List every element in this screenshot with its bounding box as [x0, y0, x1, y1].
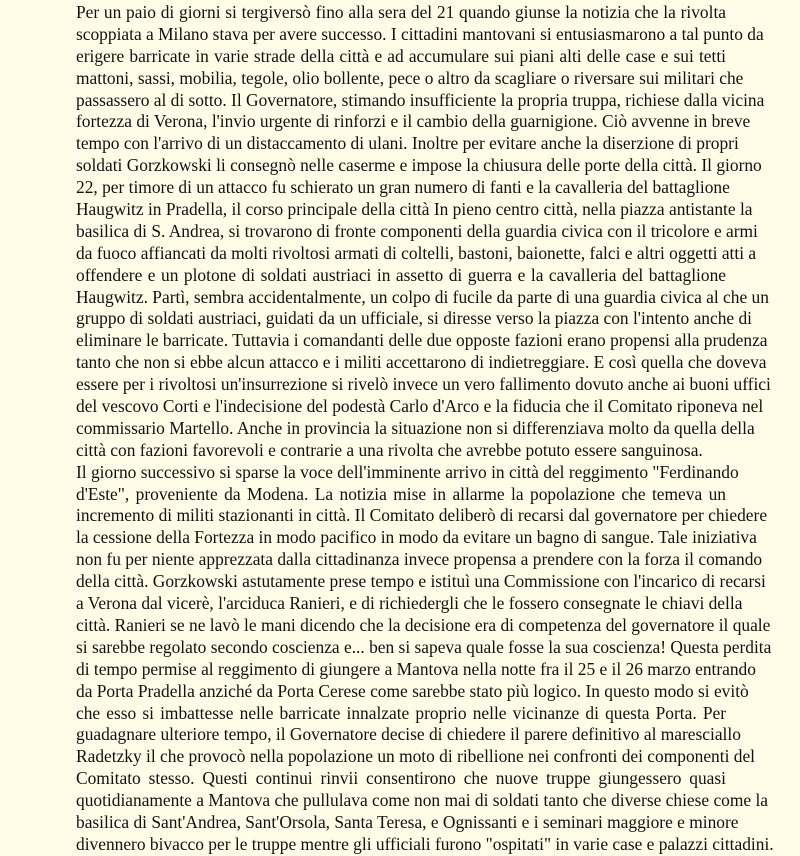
text-line: si sarebbe regolato secondo coscienza e... ben si sapeva quale fosse la sua coscienza! Questa perdita [76, 636, 772, 657]
text-line: gruppo di soldati austriaci, guidati da un ufficiale, si diresse verso la piazza con l'intento anche di [76, 308, 753, 329]
text-line: Haugwitz in Pradella, il corso principale della città In pieno centro città, nella piazza antistante la [76, 199, 753, 220]
text-line: Haugwitz. Partì, sembra accidentalmente, un colpo di fucile da parte di una guardia civica al che un [76, 286, 769, 307]
text-line: da fuoco affiancati da molti rivoltosi armati di coltelli, bastoni, baionette, falci e altri oggetti atti a [76, 242, 757, 263]
text-line: scoppiata a Milano stava per avere successo. I cittadini mantovani si entusiasmarono a tal punto da [76, 23, 764, 44]
text-line: guadagnare ulteriore tempo, il Governatore decise di chiedere il parere definitivo al maresciallo [76, 724, 741, 745]
paragraph-2 [76, 461, 774, 856]
text-line: della città. Gorzkowski astutamente prese tempo e istituì una Commissione con l'incarico di recarsi [76, 571, 766, 592]
text-line: quotidianamente a Mantova che pullulava come non mai di soldati tanto che diverse chiese come la [76, 790, 769, 811]
text-line: d'Este", proveniente da Modena. La notizia mise in allarme la popolazione che temeva un [76, 483, 726, 504]
text-line: città. Ranieri se ne lavò le mani dicendo che la decisione era di competenza del governatore il quale [76, 614, 771, 635]
text-line: basilica di S. Andrea, si trovarono di fronte componenti della guardia civica con il tricolore e armi [76, 220, 758, 241]
text-line: 22, per timore di un attacco fu schierato un gran numero di fanti e la cavalleria del battaglione [76, 177, 730, 198]
text-line: del vescovo Corti e l'indecisione del podestà Carlo d'Arco e la fiducia che il Comitato riponeva nel [76, 396, 764, 417]
text-line: essere per i rivoltosi un'insurrezione si rivelò invece un vero fallimento dovuto anche ai buoni uffici [76, 374, 771, 395]
text-line: Radetzky il che provocò nella popolazione un moto di ribellione nei confronti dei componenti del [76, 746, 756, 767]
text-line: incremento di militi stazionanti in città. Il Comitato deliberò di recarsi dal governatore per chiedere [76, 505, 768, 526]
text-line: che esso si imbattesse nelle barricate innalzate proprio nelle vicinanze di questa Porta. Per [76, 702, 726, 723]
text-line: offendere e un plotone di soldati austriaci in assetto di guerra e la cavalleria del battaglione [76, 264, 726, 285]
text-line: a Verona dal vicerè, l'arciduca Ranieri, e di richiedergli che le fossero consegnate le chiavi della [76, 593, 743, 614]
document-page [76, 2, 774, 856]
text-line: passassero al di sotto. Il Governatore, stimando insufficiente la propria truppa, richiese dalla vicina [76, 89, 765, 110]
text-line: tanto che non si ebbe alcun attacco e i militi accettarono di indietreggiare. E così quella che doveva [76, 352, 767, 373]
text-line: erigere barricate in varie strade della città e ad accumulare sui piani alti delle case e sui tetti [76, 45, 726, 66]
text-line: fortezza di Verona, l'invio urgente di rinforzi e il cambio della guarnigione. Ciò avvenne in breve [76, 111, 751, 132]
text-line: tempo con l'arrivo di un distaccamento di ulani. Inoltre per evitare anche la diserzione di propri [76, 133, 739, 154]
text-line: Comitato stesso. Questi continui rinvii consentirono che nuove truppe giungessero quasi [76, 768, 726, 789]
text-line: divennero bivacco per le truppe mentre gli ufficiali furono "ospitati" in varie case e palazzi cittadini. [76, 833, 774, 854]
text-line: soldati Gorzkowski li consegnò nelle caserme e impose la chiusura delle porte della città. Il giorno [76, 155, 762, 176]
text-line: di tempo permise al reggimento di giungere a Mantova nella notte fra il 25 e il 26 marzo entrando [76, 658, 756, 679]
paragraph-1 [76, 2, 771, 462]
text-line: eliminare le barricate. Tuttavia i comandanti delle due opposte fazioni erano propensi alla prudenza [76, 330, 768, 351]
text-line: Per un paio di giorni si tergiversò fino alla sera del 21 quando giunse la notizia che la rivolta [76, 2, 726, 22]
text-line: basilica di Sant'Andrea, Sant'Orsola, Santa Teresa, e Ognissanti e i seminari maggiore e minore [76, 811, 739, 832]
text-line: non fu per niente apprezzata dalla cittadinanza invece propensa a prendere con la forza il comando [76, 549, 763, 570]
text-line: commissario Martello. Anche in provincia la situazione non si differenziava molto da quella della [76, 417, 755, 438]
text-line: città con fazioni favorevoli e contrarie a una rivolta che avrebbe potuto essere sanguinosa. [76, 439, 703, 460]
text-line: da Porta Pradella anziché da Porta Cerese come sarebbe stato più logico. In questo modo si evitò [76, 680, 749, 701]
text-line: mattoni, sassi, mobilia, tegole, olio bollente, pece o altro da scagliare o riversare sui militari che [76, 67, 744, 88]
text-line: Il giorno successivo si sparse la voce dell'imminente arrivo in città del reggimento "Ferdinando [76, 461, 739, 482]
text-line: la cessione della Fortezza in modo pacifico in modo da evitare un bagno di sangue. Tale iniziativa [76, 527, 757, 548]
